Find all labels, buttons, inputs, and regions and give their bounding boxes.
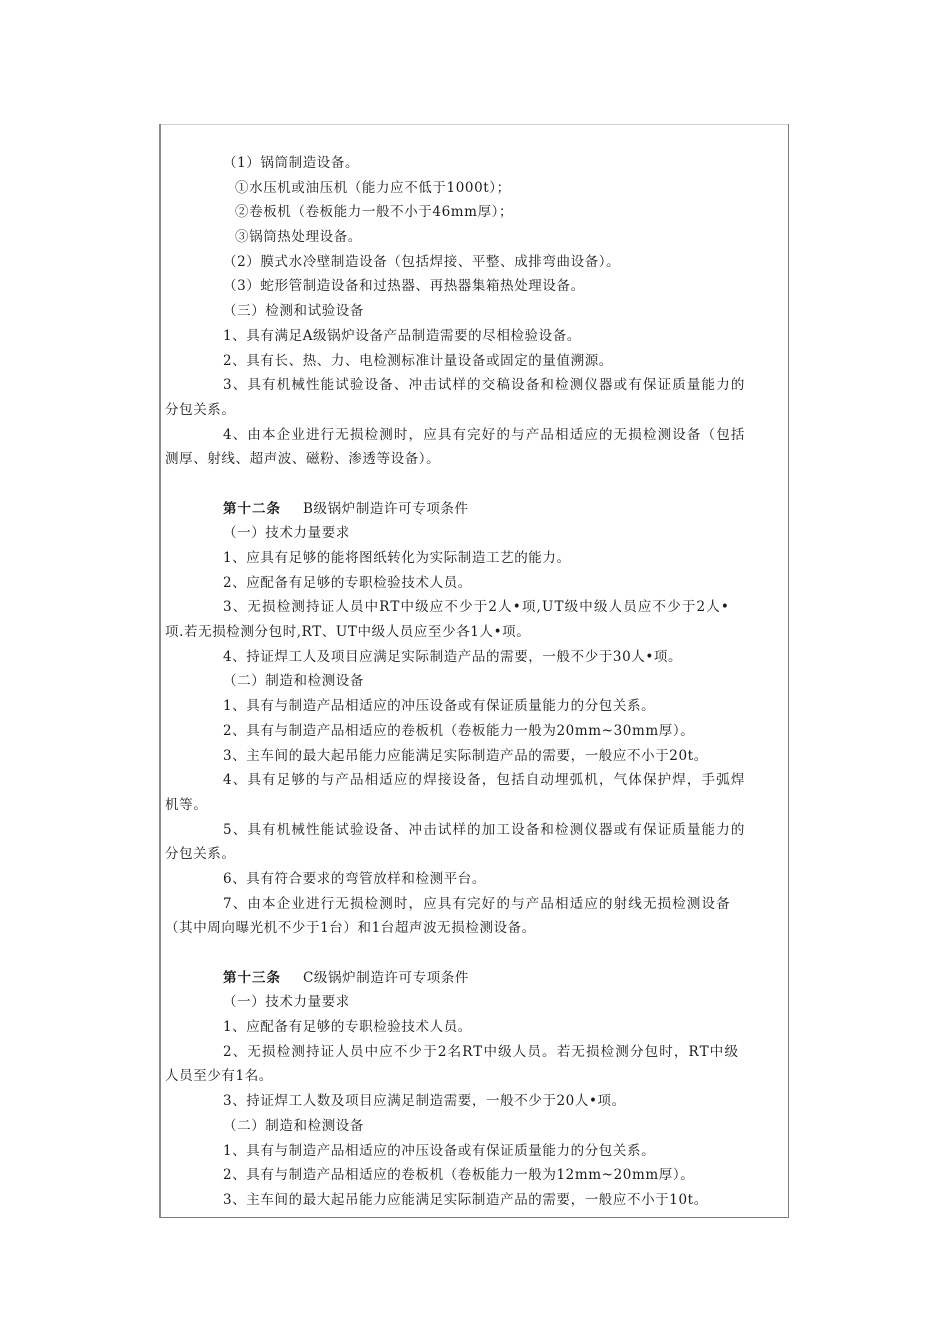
article-heading: [161, 966, 788, 991]
text-line: 3、无损检测持证人员中RT中级应不少于2人•项,UT级中级人员应不少于2人•: [223, 599, 730, 616]
text-line: 4、由本企业进行无损检测时，应具有完好的与产品相适应的无损检测设备（包括: [223, 426, 746, 443]
text-line: 人员至少有1名。: [165, 1068, 273, 1085]
text-line: 2、应配备有足够的专职检验技术人员。: [223, 574, 472, 591]
text-line: 6、具有符合要求的弯管放样和检测平台。: [223, 870, 486, 887]
text-line: 分包关系。: [165, 401, 236, 418]
text-line: 4、具有足够的与产品相适应的焊接设备，包括自动埋弧机，气体保护焊，手弧焊: [223, 772, 746, 789]
text-line: 2、具有与制造产品相适应的卷板机（卷板能力一般为20mm~30mm厚）。: [223, 722, 695, 739]
text-line: （其中周向曝光机不少于1台）和1台超声波无损检测设备。: [165, 920, 536, 937]
document-frame: [159, 124, 789, 1218]
text-line: 测厚、射线、超声波、磁粉、渗透等设备）。: [165, 451, 441, 468]
text-line: 项.若无损检测分包时,RT、UT中级人员应至少各1人•项。: [165, 624, 531, 641]
text-line: 3、主车间的最大起吊能力应能满足实际制造产品的需要，一般应不小于10t。: [223, 1191, 708, 1208]
text-line: 1、应配备有足够的专职检验技术人员。: [223, 1019, 472, 1036]
text-line: （3）蛇形管制造设备和过热器、再热器集箱热处理设备。: [223, 278, 585, 295]
text-line: 机等。: [165, 796, 208, 813]
document-body: [161, 151, 788, 1213]
paragraph-gap: [161, 941, 788, 966]
text-line: （二）制造和检测设备: [223, 673, 364, 690]
text-line: （三）检测和试验设备: [223, 303, 364, 320]
article-number: 第十三条: [223, 969, 281, 986]
text-line: 4、持证焊工人及项目应满足实际制造产品的需要，一般不少于30人•项。: [223, 648, 683, 665]
text-line: 2、无损检测持证人员中应不少于2名RT中级人员。若无损检测分包时，RT中级: [223, 1043, 740, 1060]
text-line: 2、具有长、热、力、电检测标准计量设备或固定的量值溯源。: [223, 352, 613, 369]
article-heading: [161, 497, 788, 522]
text-line: ①水压机或油压机（能力应不低于1000t）；: [235, 179, 511, 196]
article-title: C级锅炉制造许可专项条件: [303, 969, 470, 986]
article-title: B级锅炉制造许可专项条件: [303, 500, 469, 517]
text-line: （二）制造和检测设备: [223, 1117, 364, 1134]
text-line: （2）膜式水冷壁制造设备（包括焊接、平整、成排弯曲设备）。: [223, 253, 621, 270]
text-line: （一）技术力量要求: [223, 994, 350, 1011]
text-line: 分包关系。: [165, 846, 236, 863]
text-line: 1、具有与制造产品相适应的冲压设备或有保证质量能力的分包关系。: [223, 698, 656, 715]
text-line: ②卷板机（卷板能力一般不小于46mm厚）；: [235, 204, 514, 221]
paragraph-gap: [161, 472, 788, 497]
text-line: 3、持证焊工人数及项目应满足制造需要，一般不少于20人•项。: [223, 1093, 626, 1110]
text-line: （一）技术力量要求: [223, 525, 350, 542]
text-line: ③锅筒热处理设备。: [235, 229, 362, 246]
text-line: 5、具有机械性能试验设备、冲击试样的加工设备和检测仪器或有保证质量能力的: [223, 821, 746, 838]
text-line: 1、具有满足A级锅炉设备产品制造需要的尽相检验设备。: [223, 327, 581, 344]
text-line: 1、具有与制造产品相适应的冲压设备或有保证质量能力的分包关系。: [223, 1142, 656, 1159]
text-line: 1、应具有足够的能将图纸转化为实际制造工艺的能力。: [223, 550, 571, 566]
text-line: 3、具有机械性能试验设备、冲击试样的交稿设备和检测仪器或有保证质量能力的: [223, 377, 746, 394]
text-line: 7、由本企业进行无损检测时，应具有完好的与产品相适应的射线无损检测设备: [223, 895, 731, 912]
text-line: 3、主车间的最大起吊能力应能满足实际制造产品的需要，一般应不小于20t。: [223, 747, 708, 764]
text-line: 2、具有与制造产品相适应的卷板机（卷板能力一般为12mm~20mm厚）。: [223, 1167, 695, 1184]
text-line: （1）锅筒制造设备。: [223, 155, 360, 171]
article-number: 第十二条: [223, 500, 281, 517]
